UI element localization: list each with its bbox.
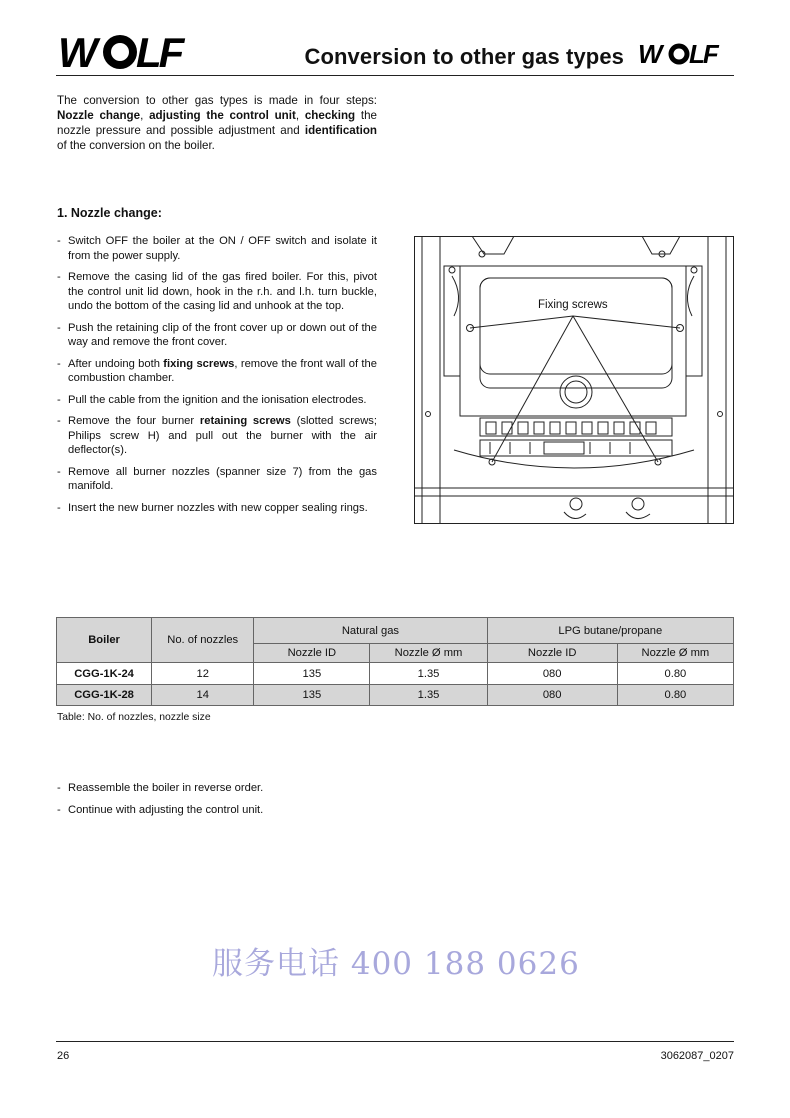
svg-text:LF: LF [689,42,717,66]
step-item [57,234,377,263]
cell-boiler: CGG-1K-28 [57,685,152,706]
bullet-dash: - [57,357,61,370]
bullet-dash: - [57,271,61,283]
fixing-screws-label: Fixing screws [538,299,608,311]
closing-step-item [57,781,387,796]
header-boiler: Boiler [57,618,152,663]
text-run: Reassemble the boiler in reverse order. [68,782,264,794]
cell-ng-id: 135 [254,663,370,685]
cell-lpg-id: 080 [487,663,617,685]
text-run: The conversion to other gas types is made in four steps: [57,94,377,107]
emphasis-text: fixing screws [163,357,235,370]
emphasis-text: Nozzle change [57,109,141,122]
table-row [57,685,734,706]
emphasis-text: checking [304,109,356,122]
bullet-dash: - [57,803,61,816]
text-run: Push the retaining clip of the front cover up or down out of the way and remove the front cover. [68,321,377,348]
cell-lpg-dia: 0.80 [617,685,733,706]
step-item [57,465,377,494]
svg-text:W: W [58,32,95,72]
bullet-dash: - [57,393,61,406]
cell-ng-id: 135 [254,685,370,706]
page-number: 26 [57,1050,70,1062]
nozzle-table [56,617,734,706]
text-run: Switch OFF the boiler at the ON / OFF switch and isolate it from the power supply. [68,235,377,262]
footer-rule [56,1041,734,1042]
subheader-lpg-dia: Nozzle Ø mm [617,644,733,663]
svg-text:LF: LF [136,32,182,72]
nozzle-change-steps [57,234,377,522]
table-caption: Table: No. of nozzles, nozzle size [57,712,211,723]
text-run: Remove the casing lid of the gas fired boiler. For this, pivot the control unit lid down, hook in the r.h. and l.h. turn buckle, undo the bottom of the casing lid and unhook at the top. [68,271,377,312]
closing-step-item [57,803,387,818]
bullet-dash: - [57,235,61,247]
text-run: the nozzle pressure and possible adjustment and [57,109,377,137]
bullet-dash: - [57,321,61,334]
cell-ng-dia: 1.35 [370,685,487,706]
section-heading: 1. Nozzle change: [57,206,162,220]
header-rule [56,75,734,76]
closing-steps [57,781,387,824]
burner-diagram [414,236,734,524]
text-run: After undoing both [68,357,164,370]
step-item [57,357,377,386]
subheader-ng-id: Nozzle ID [254,644,370,663]
cell-lpg-id: 080 [487,685,617,706]
svg-text:W: W [638,42,661,66]
header-lpg: LPG butane/propane [487,618,733,644]
header-natural-gas: Natural gas [254,618,487,644]
bullet-dash: - [57,465,61,478]
bullet-dash: - [57,782,61,794]
step-item [57,393,377,408]
step-item [57,501,377,516]
text-run: , remove the front wall of the combustion chamber. [68,357,377,384]
text-run: (slotted screws; Philips screw H) and pull out the burner with the air deflector(s). [68,415,377,456]
text-run: Remove all burner nozzles (spanner size 7) from the gas manifold. [68,465,377,492]
emphasis-text: identification [304,124,377,137]
wolf-logo [56,32,190,72]
text-run: Continue with adjusting the control unit. [68,803,264,816]
document-number: 3062087_0207 [660,1050,734,1062]
cell-boiler: CGG-1K-24 [57,663,152,685]
text-run: Pull the cable from the ignition and the ionisation electrodes. [68,393,367,406]
intro-paragraph [57,93,377,153]
step-item [57,414,377,458]
cell-nozzles: 12 [152,663,254,685]
text-run: Insert the new burner nozzles with new copper sealing rings. [68,501,368,514]
text-run: , [140,109,150,122]
wolf-logo-small [638,42,724,66]
table-row [57,663,734,685]
bullet-dash: - [57,501,61,514]
emphasis-text: retaining screws [199,415,291,427]
cell-lpg-dia: 0.80 [617,663,733,685]
subheader-lpg-id: Nozzle ID [487,644,617,663]
subheader-ng-dia: Nozzle Ø mm [370,644,487,663]
cell-ng-dia: 1.35 [370,663,487,685]
text-run: Remove the four burner [68,415,200,427]
text-run: , [295,109,305,122]
emphasis-text: adjusting the control unit [149,109,296,122]
step-item [57,270,377,314]
step-item [57,321,377,350]
text-run: of the conversion on the boiler. [57,139,215,152]
header-nozzles: No. of nozzles [152,618,254,663]
page-title: Conversion to other gas types [304,44,624,69]
bullet-dash: - [57,415,61,427]
cell-nozzles: 14 [152,685,254,706]
service-phone-watermark: 服务电话 400 188 0626 [212,946,580,982]
